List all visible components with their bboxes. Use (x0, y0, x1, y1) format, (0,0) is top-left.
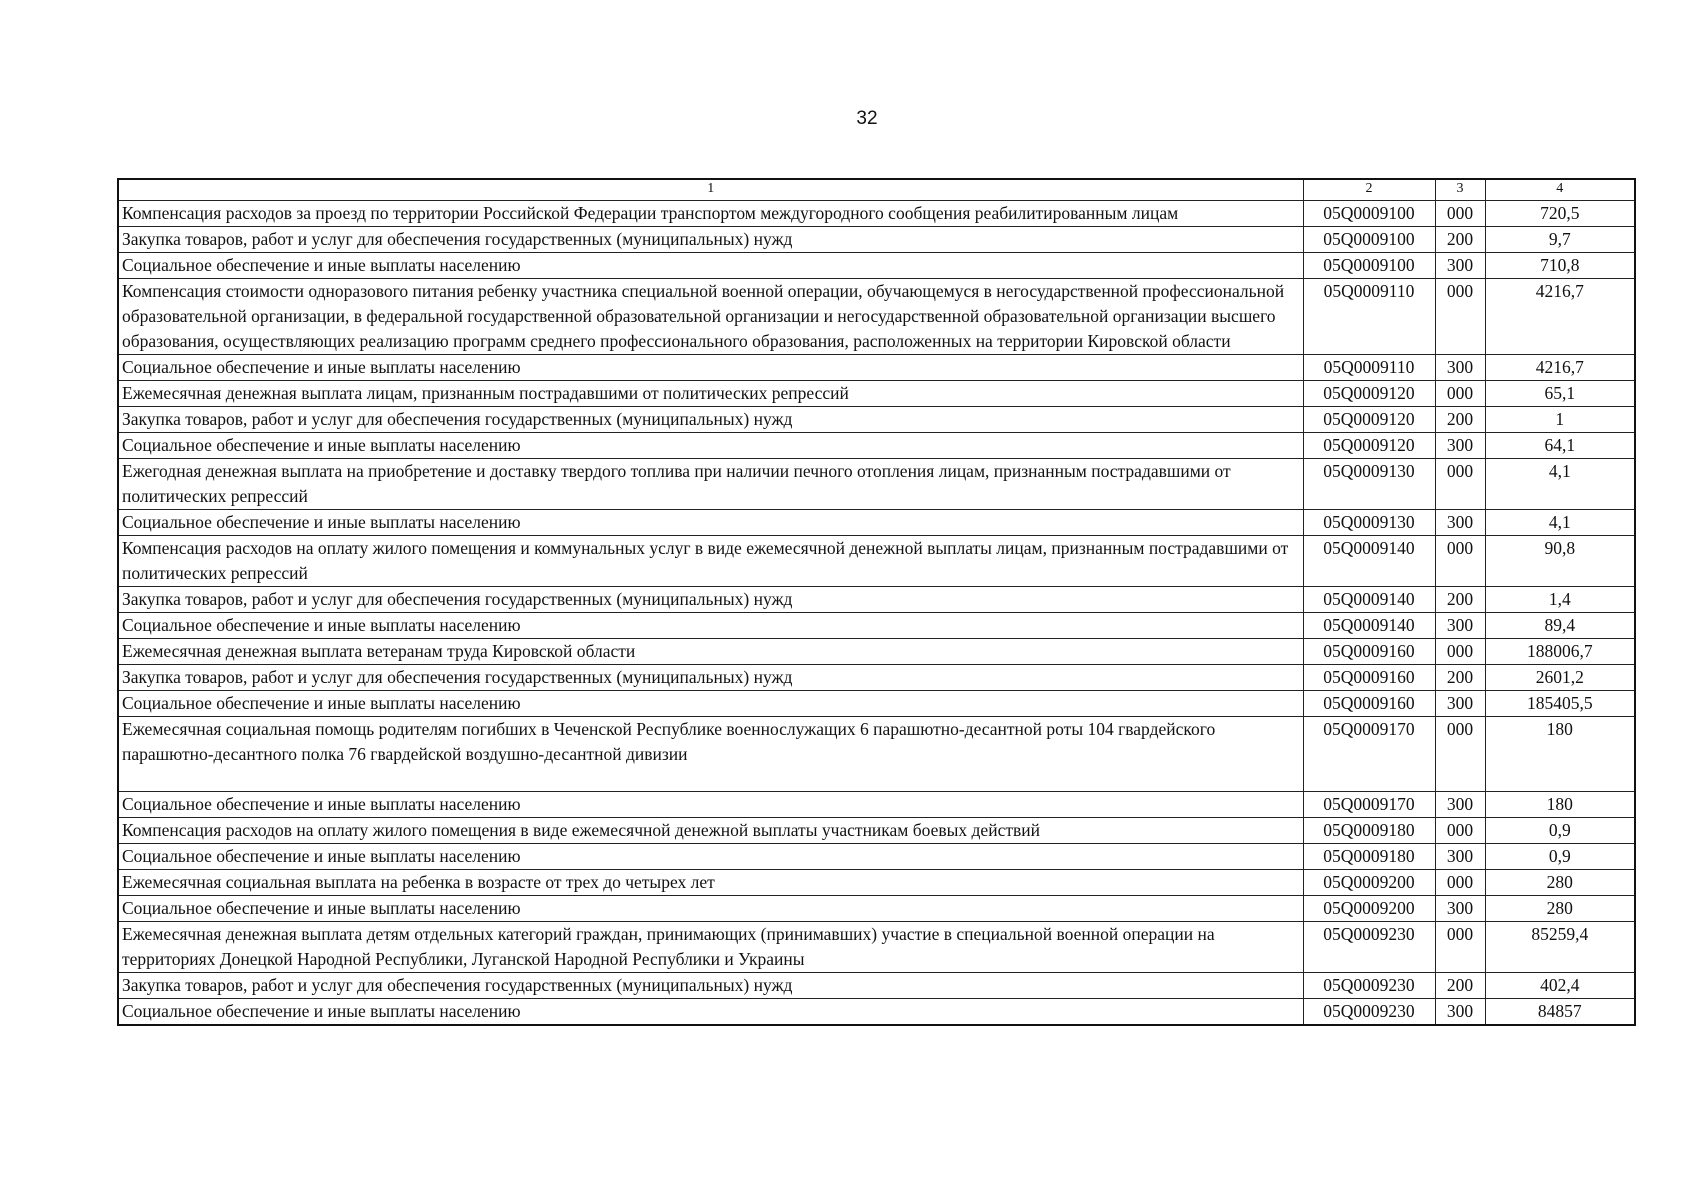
page-number: 32 (856, 108, 878, 129)
row-sum-cell: 0,9 (1485, 818, 1635, 844)
row-name-cell: Компенсация расходов на оплату жилого помещения в виде ежемесячной денежной выплаты участникам боевых действий (118, 818, 1303, 844)
row-code-cell: 05Q0009110 (1303, 355, 1435, 381)
row-code-cell: 05Q0009170 (1303, 792, 1435, 818)
row-kind-cell: 300 (1435, 433, 1485, 459)
row-sum-cell: 180 (1485, 792, 1635, 818)
row-sum-cell: 280 (1485, 896, 1635, 922)
row-sum-cell: 9,7 (1485, 227, 1635, 253)
row-name-cell: Ежемесячная денежная выплата ветеранам труда Кировской области (118, 639, 1303, 665)
table-row (118, 818, 1635, 844)
column-header-3: 3 (1435, 179, 1485, 201)
table-row (118, 792, 1635, 818)
row-code-cell: 05Q0009130 (1303, 510, 1435, 536)
table-row (118, 536, 1635, 587)
row-code-cell: 05Q0009180 (1303, 844, 1435, 870)
table-row (118, 433, 1635, 459)
table-row (118, 587, 1635, 613)
row-sum-cell: 710,8 (1485, 253, 1635, 279)
row-code-cell: 05Q0009230 (1303, 999, 1435, 1026)
table-row (118, 253, 1635, 279)
table-row (118, 201, 1635, 227)
row-sum-cell: 64,1 (1485, 433, 1635, 459)
row-name-cell: Социальное обеспечение и иные выплаты населению (118, 510, 1303, 536)
row-code-cell: 05Q0009140 (1303, 536, 1435, 587)
table-row (118, 870, 1635, 896)
row-kind-cell: 200 (1435, 587, 1485, 613)
row-name-cell: Социальное обеспечение и иные выплаты населению (118, 999, 1303, 1026)
table-row (118, 717, 1635, 792)
row-sum-cell: 1,4 (1485, 587, 1635, 613)
row-code-cell: 05Q0009120 (1303, 381, 1435, 407)
table-row (118, 613, 1635, 639)
row-sum-cell: 4,1 (1485, 459, 1635, 510)
budget-table (117, 178, 1636, 1026)
row-sum-cell: 65,1 (1485, 381, 1635, 407)
row-kind-cell: 300 (1435, 613, 1485, 639)
row-code-cell: 05Q0009140 (1303, 587, 1435, 613)
row-kind-cell: 000 (1435, 870, 1485, 896)
table-row (118, 665, 1635, 691)
row-name-cell: Закупка товаров, работ и услуг для обеспечения государственных (муниципальных) нужд (118, 227, 1303, 253)
row-name-cell: Закупка товаров, работ и услуг для обеспечения государственных (муниципальных) нужд (118, 973, 1303, 999)
row-sum-cell: 89,4 (1485, 613, 1635, 639)
row-name-cell: Социальное обеспечение и иные выплаты населению (118, 691, 1303, 717)
row-code-cell: 05Q0009230 (1303, 922, 1435, 973)
row-kind-cell: 000 (1435, 459, 1485, 510)
row-sum-cell: 90,8 (1485, 536, 1635, 587)
row-code-cell: 05Q0009100 (1303, 227, 1435, 253)
header-row (118, 179, 1635, 201)
row-code-cell: 05Q0009130 (1303, 459, 1435, 510)
row-name-cell: Ежегодная денежная выплата на приобретение и доставку твердого топлива при наличии печного отопления лицам, признанным пострадавшими от политических репрессий (118, 459, 1303, 510)
row-code-cell: 05Q0009180 (1303, 818, 1435, 844)
row-name-cell: Социальное обеспечение и иные выплаты населению (118, 844, 1303, 870)
row-kind-cell: 000 (1435, 818, 1485, 844)
table-row (118, 381, 1635, 407)
row-name-cell: Закупка товаров, работ и услуг для обеспечения государственных (муниципальных) нужд (118, 665, 1303, 691)
row-name-cell: Социальное обеспечение и иные выплаты населению (118, 253, 1303, 279)
row-kind-cell: 000 (1435, 536, 1485, 587)
table-row (118, 407, 1635, 433)
row-name-cell: Закупка товаров, работ и услуг для обеспечения государственных (муниципальных) нужд (118, 587, 1303, 613)
row-kind-cell: 300 (1435, 355, 1485, 381)
table-row (118, 922, 1635, 973)
row-name-cell: Социальное обеспечение и иные выплаты населению (118, 792, 1303, 818)
row-sum-cell: 0,9 (1485, 844, 1635, 870)
row-code-cell: 05Q0009160 (1303, 639, 1435, 665)
row-code-cell: 05Q0009100 (1303, 253, 1435, 279)
row-code-cell: 05Q0009230 (1303, 973, 1435, 999)
row-kind-cell: 000 (1435, 201, 1485, 227)
table-row (118, 227, 1635, 253)
row-name-cell: Закупка товаров, работ и услуг для обеспечения государственных (муниципальных) нужд (118, 407, 1303, 433)
row-name-cell: Компенсация расходов на оплату жилого помещения и коммунальных услуг в виде ежемесячной денежной выплаты лицам, признанным пострадавшими от политических репрессий (118, 536, 1303, 587)
row-kind-cell: 200 (1435, 227, 1485, 253)
row-code-cell: 05Q0009160 (1303, 691, 1435, 717)
table-row (118, 279, 1635, 355)
row-kind-cell: 300 (1435, 999, 1485, 1026)
table-row (118, 896, 1635, 922)
table-row (118, 999, 1635, 1026)
row-name-cell: Социальное обеспечение и иные выплаты населению (118, 433, 1303, 459)
row-sum-cell: 185405,5 (1485, 691, 1635, 717)
row-sum-cell: 1 (1485, 407, 1635, 433)
row-sum-cell: 4216,7 (1485, 279, 1635, 355)
row-code-cell: 05Q0009200 (1303, 870, 1435, 896)
row-name-cell: Ежемесячная денежная выплата детям отдельных категорий граждан, принимающих (принимавших) участие в специальной военной операции на территориях Донецкой Народной Республики, Луганской Народной Республики и Украины (118, 922, 1303, 973)
row-kind-cell: 000 (1435, 639, 1485, 665)
row-code-cell: 05Q0009140 (1303, 613, 1435, 639)
column-header-2: 2 (1303, 179, 1435, 201)
row-kind-cell: 300 (1435, 844, 1485, 870)
table-row (118, 639, 1635, 665)
row-kind-cell: 300 (1435, 792, 1485, 818)
table-row (118, 973, 1635, 999)
row-kind-cell: 300 (1435, 253, 1485, 279)
row-sum-cell: 188006,7 (1485, 639, 1635, 665)
row-code-cell: 05Q0009100 (1303, 201, 1435, 227)
row-sum-cell: 402,4 (1485, 973, 1635, 999)
row-kind-cell: 000 (1435, 279, 1485, 355)
row-sum-cell: 4,1 (1485, 510, 1635, 536)
row-name-cell: Компенсация стоимости одноразового питания ребенку участника специальной военной операции, обучающемуся в негосударственной профессиональной образовательной организации, в федеральной государственной образовательной организации и негосударственной образовательной организации высшего образования, осуществляющих реализацию программ среднего профессионального образования, расположенных на территории Кировской области (118, 279, 1303, 355)
table-row (118, 691, 1635, 717)
row-sum-cell: 180 (1485, 717, 1635, 792)
row-kind-cell: 000 (1435, 717, 1485, 792)
table-row (118, 844, 1635, 870)
row-sum-cell: 280 (1485, 870, 1635, 896)
row-code-cell: 05Q0009110 (1303, 279, 1435, 355)
row-code-cell: 05Q0009160 (1303, 665, 1435, 691)
row-name-cell: Компенсация расходов за проезд по территории Российской Федерации транспортом междугородного сообщения реабилитированным лицам (118, 201, 1303, 227)
table-row (118, 459, 1635, 510)
row-code-cell: 05Q0009200 (1303, 896, 1435, 922)
column-header-1: 1 (118, 179, 1303, 201)
row-kind-cell: 200 (1435, 973, 1485, 999)
row-name-cell: Социальное обеспечение и иные выплаты населению (118, 355, 1303, 381)
row-kind-cell: 000 (1435, 922, 1485, 973)
row-code-cell: 05Q0009120 (1303, 433, 1435, 459)
row-name-cell: Ежемесячная денежная выплата лицам, признанным пострадавшими от политических репрессий (118, 381, 1303, 407)
row-kind-cell: 300 (1435, 510, 1485, 536)
row-sum-cell: 4216,7 (1485, 355, 1635, 381)
row-kind-cell: 300 (1435, 896, 1485, 922)
row-sum-cell: 720,5 (1485, 201, 1635, 227)
row-name-cell: Ежемесячная социальная помощь родителям погибших в Чеченской Республике военнослужащих 6 парашютно-десантной роты 104 гвардейского парашютно-десантного полка 76 гвардейской воздушно-десантной дивизии (118, 717, 1303, 792)
table-row (118, 355, 1635, 381)
row-sum-cell: 84857 (1485, 999, 1635, 1026)
row-name-cell: Социальное обеспечение и иные выплаты населению (118, 613, 1303, 639)
row-code-cell: 05Q0009170 (1303, 717, 1435, 792)
row-code-cell: 05Q0009120 (1303, 407, 1435, 433)
row-kind-cell: 300 (1435, 691, 1485, 717)
row-kind-cell: 200 (1435, 665, 1485, 691)
table-row (118, 510, 1635, 536)
row-name-cell: Ежемесячная социальная выплата на ребенка в возрасте от трех до четырех лет (118, 870, 1303, 896)
row-sum-cell: 85259,4 (1485, 922, 1635, 973)
row-kind-cell: 000 (1435, 381, 1485, 407)
row-kind-cell: 200 (1435, 407, 1485, 433)
row-sum-cell: 2601,2 (1485, 665, 1635, 691)
column-header-4: 4 (1485, 179, 1635, 201)
row-name-cell: Социальное обеспечение и иные выплаты населению (118, 896, 1303, 922)
